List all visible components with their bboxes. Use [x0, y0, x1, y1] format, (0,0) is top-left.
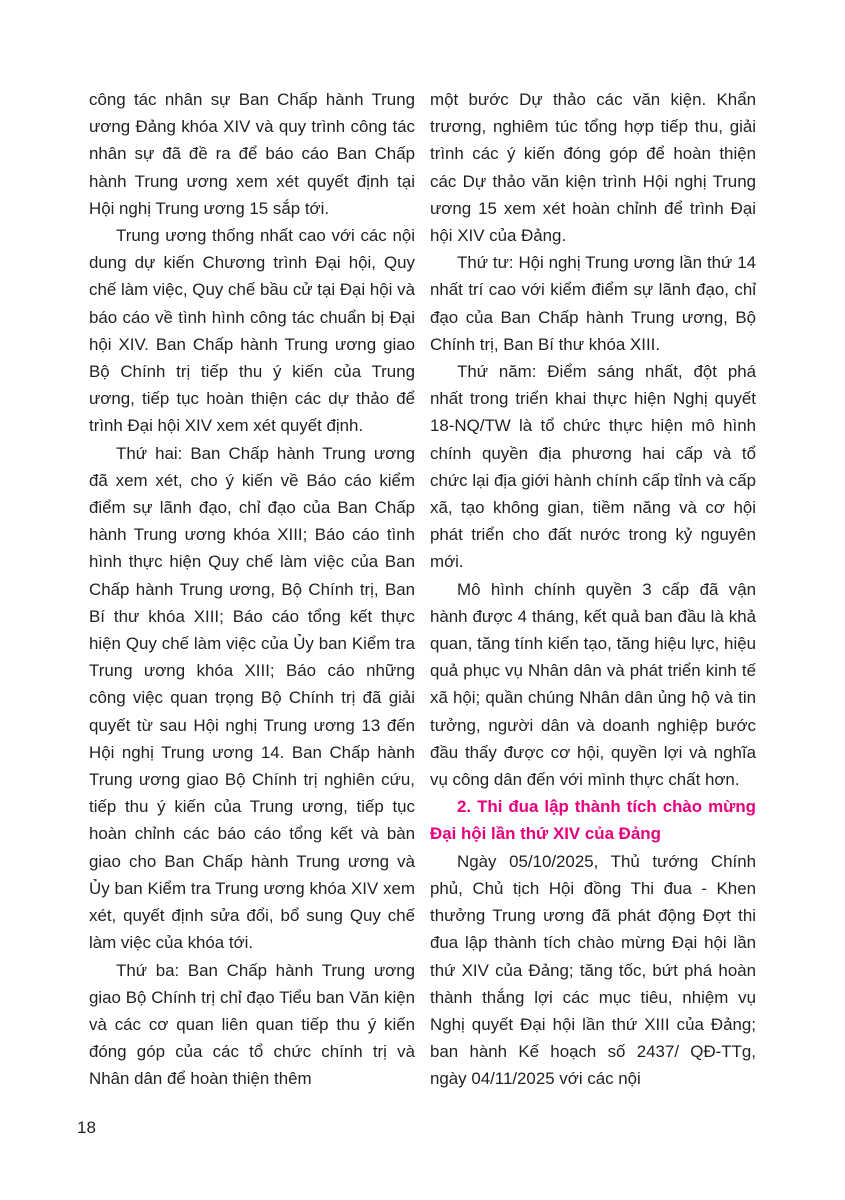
paragraph: Thứ hai: Ban Chấp hành Trung ương đã xem xét, cho ý kiến về Báo cáo kiểm điểm sự lãnh đạo, chỉ đạo của Ban Chấp hành Trung ương khóa XIII; Báo cáo tình hình thực hiện Quy chế làm việc của Ban Chấp hành Trung ương, Bộ Chính trị, Ban Bí thư khóa XIII; Báo cáo tổng kết thực hiện Quy chế làm việc của Ủy ban Kiểm tra Trung ương khóa XIII; Báo cáo những công việc quan trọng Bộ Chính trị đã giải quyết từ sau Hội nghị Trung ương 13 đến Hội nghị Trung ương 14. Ban Chấp hành Trung ương giao Bộ Chính trị nghiên cứu, tiếp thu ý kiến của Trung ương, tiếp tục hoàn chỉnh các báo cáo tổng kết và bàn giao cho Ban Chấp hành Trung ương và Ủy ban Kiểm tra Trung ương khóa XIV xem xét, quyết định sửa đổi, bổ sung Quy chế làm việc của khóa tới. [89, 443, 415, 953]
paragraph: Thứ ba: Ban Chấp hành Trung ương giao Bộ Chính trị chỉ đạo Tiểu ban Văn kiện và các cơ quan liên quan tiếp thu ý kiến đóng góp của các tổ chức chính trị và Nhân dân để hoàn thiện thêm [89, 960, 415, 1089]
paragraph: Thứ tư: Hội nghị Trung ương lần thứ 14 nhất trí cao với kiểm điểm sự lãnh đạo, chỉ đạo của Ban Chấp hành Trung ương, Bộ Chính trị, Ban Bí thư khóa XIII. [430, 253, 756, 354]
left-column [89, 86, 415, 1093]
paragraph: Ngày 05/10/2025, Thủ tướng Chính phủ, Chủ tịch Hội đồng Thi đua - Khen thưởng Trung ương đã phát động Đợt thi đua lập thành tích chào mừng Đại hội lần thứ XIV của Đảng; tăng tốc, bứt phá hoàn thành thắng lợi các mục tiêu, nhiệm vụ Nghị quyết Đại hội lần thứ XIII của Đảng; ban hành Kế hoạch số 2437/ QĐ-TTg, ngày 04/11/2025 với các nội [430, 851, 756, 1089]
paragraph: Mô hình chính quyền 3 cấp đã vận hành được 4 tháng, kết quả ban đầu là khả quan, tăng tính kiến tạo, tăng hiệu lực, hiệu quả phục vụ Nhân dân và phát triển kinh tế xã hội; quần chúng Nhân dân ủng hộ và tin tưởng, người dân và doanh nghiệp bước đầu thấy được cơ hội, quyền lợi và nghĩa vụ công dân đến với mình thực chất hơn. [430, 579, 756, 790]
paragraph: một bước Dự thảo các văn kiện. Khẩn trương, nghiêm túc tổng hợp tiếp thu, giải trình các ý kiến đóng góp để hoàn thiện các Dự thảo văn kiện trình Hội nghị Trung ương 15 xem xét hoàn chỉnh để trình Đại hội XIV của Đảng. [430, 90, 756, 246]
right-column [430, 86, 756, 1093]
section-heading: 2. Thi đua lập thành tích chào mừng Đại hội lần thứ XIV của Đảng [430, 797, 756, 844]
page-number: 18 [77, 1118, 96, 1137]
paragraph: Trung ương thống nhất cao với các nội dung dự kiến Chương trình Đại hội, Quy chế làm việc, Quy chế bầu cử tại Đại hội và báo cáo về tình hình công tác chuẩn bị Đại hội XIV. Ban Chấp hành Trung ương giao Bộ Chính trị tiếp thu ý kiến của Trung ương, tiếp tục hoàn thiện các dự thảo để trình Đại hội XIV xem xét quyết định. [89, 226, 415, 436]
paragraph: Thứ năm: Điểm sáng nhất, đột phá nhất trong triển khai thực hiện Nghị quyết 18-NQ/TW là tổ chức thực hiện mô hình chính quyền địa phương hai cấp và tổ chức lại địa giới hành chính cấp tỉnh và cấp xã, tạo không gian, tiềm năng và cơ hội phát triển cho đất nước trong kỷ nguyên mới. [430, 362, 756, 572]
paragraph: công tác nhân sự Ban Chấp hành Trung ương Đảng khóa XIV và quy trình công tác nhân sự đã đề ra để báo cáo Ban Chấp hành Trung ương xem xét quyết định tại Hội nghị Trung ương 15 sắp tới. [89, 90, 415, 218]
